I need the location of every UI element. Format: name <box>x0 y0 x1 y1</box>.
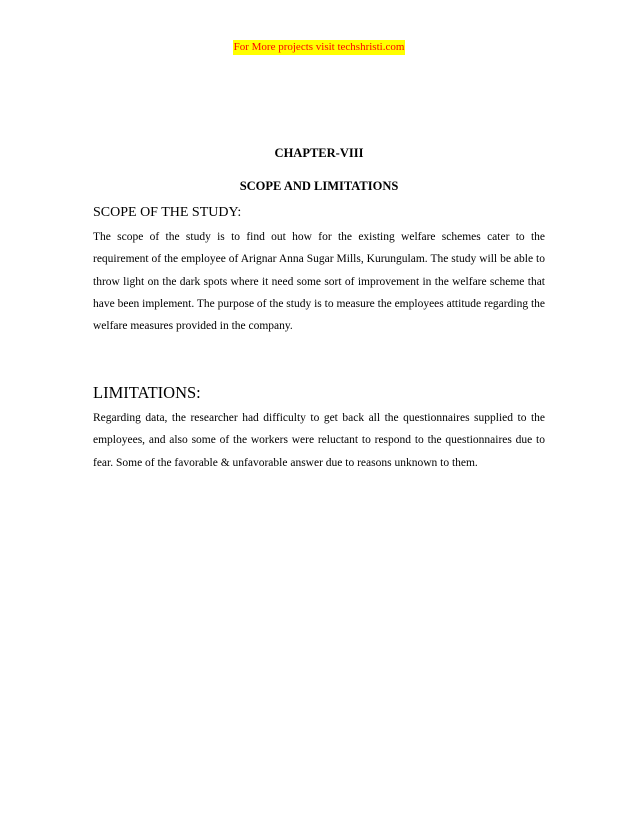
scope-heading: SCOPE OF THE STUDY: <box>93 205 242 220</box>
promo-banner-link[interactable]: For More projects visit techshristi.com <box>233 41 405 53</box>
chapter-number: CHAPTER-VIII <box>274 146 364 160</box>
chapter-title: SCOPE AND LIMITATIONS <box>239 179 399 193</box>
promo-banner <box>0 37 638 55</box>
scope-paragraph: The scope of the study is to find out how for the existing welfare schemes cater to the requirement of the employee of Arignar Anna Sugar Mills, Kurungulam. The study will be able to throw light on the dark spots where it need some sort of improvement in the welfare scheme that have been implement. The purpose of the study is to measure the employees attitude regarding the welfare measures provided in the company. <box>93 231 545 333</box>
limitations-heading: LIMITATIONS: <box>93 383 201 402</box>
limitations-paragraph: Regarding data, the researcher had difficulty to get back all the questionnaires supplied to the employees, and also some of the workers were reluctant to respond to the questionnaires due to fear. Some of the favorable & unfavorable answer due to reasons unknown to them. <box>93 412 545 469</box>
